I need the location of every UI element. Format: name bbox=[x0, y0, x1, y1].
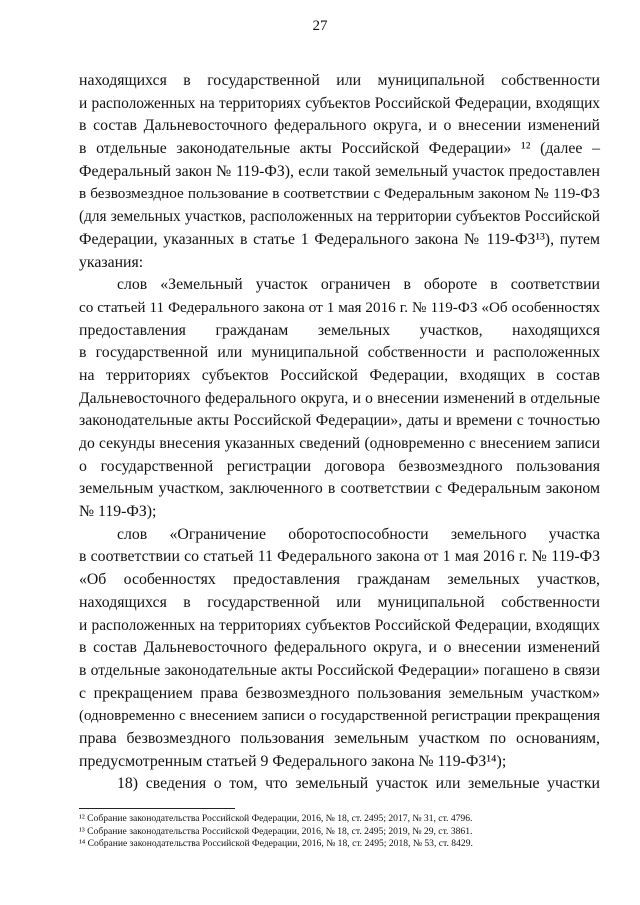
text-line: в безвозмездное пользование в соответствии с Федеральным законом № 119-ФЗ bbox=[79, 185, 600, 203]
text-line: слов «Земельный участок ограничен в обороте в соответствии bbox=[117, 276, 600, 294]
footnote: ¹³ Собрание законодательства Российской Федерации, 2016, № 18, ст. 2495; 2019, № 29, ст. 3861. bbox=[79, 825, 473, 837]
text-line: в состав Дальневосточного федерального округа, и о внесении изменений bbox=[79, 639, 600, 657]
text-line: слов «Ограничение оборотоспособности земельного участка bbox=[117, 525, 600, 543]
text-line: и расположенных на территориях субъектов Российской Федерации, входящих bbox=[79, 616, 600, 634]
text-line: Дальневосточного федерального округа, и о внесении изменений в отдельные bbox=[79, 389, 600, 407]
footnote: ¹⁴ Собрание законодательства Российской Федерации, 2016, № 18, ст. 2495; 2018, № 53, ст. 8429. bbox=[79, 838, 473, 849]
text-line: на территориях субъектов Российской Федерации, входящих в состав bbox=[79, 366, 600, 384]
text-line: о государственной регистрации договора безвозмездного пользования bbox=[79, 457, 600, 475]
text-line: земельным участком, заключенного в соответствии с Федеральным законом bbox=[79, 480, 600, 498]
text-line: указания: bbox=[79, 253, 144, 271]
text-line: в отдельные законодательные акты Российской Федерации» погашено в связи bbox=[79, 661, 600, 679]
text-line: (для земельных участков, расположенных на территории субъектов Российской bbox=[79, 208, 600, 226]
footnote: ¹² Собрание законодательства Российской Федерации, 2016, № 18, ст. 2495; 2017, № 31, ст. 4796. bbox=[79, 813, 473, 824]
body-text bbox=[79, 70, 600, 796]
text-line: с прекращением права безвозмездного пользования земельным участком» bbox=[79, 684, 600, 702]
text-line: «Об особенностях предоставления гражданам земельных участков, bbox=[79, 571, 600, 589]
text-line: в соответствии со статьей 11 Федерального закона от 1 мая 2016 г. № 119-ФЗ bbox=[79, 548, 600, 566]
text-line: находящихся в государственной или муниципальной собственности bbox=[79, 593, 600, 611]
text-line: предусмотренным статьей 9 Федерального закона № 119-ФЗ¹⁴); bbox=[79, 752, 507, 770]
footnotes bbox=[79, 813, 600, 851]
text-line: № 119-ФЗ); bbox=[79, 503, 157, 521]
page-number: 27 bbox=[312, 18, 328, 34]
text-line: Федеральный закон № 119-ФЗ), если такой земельный участок предоставлен bbox=[79, 162, 600, 180]
text-line: (одновременно с внесением записи о государственной регистрации прекращения bbox=[79, 708, 600, 725]
text-line: права безвозмездного пользования земельным участком по основаниям, bbox=[79, 729, 600, 747]
text-line: 18) сведения о том, что земельный участок или земельные участки bbox=[117, 775, 600, 793]
text-line: и расположенных на территориях субъектов Российской Федерации, входящих bbox=[79, 94, 600, 112]
text-line: в отдельные законодательные акты Российской Федерации» ¹² (далее – bbox=[79, 140, 600, 158]
text-line: предоставления гражданам земельных участков, находящихся bbox=[79, 321, 600, 339]
text-line: законодательные акты Российской Федерации», даты и времени с точностью bbox=[79, 412, 600, 430]
text-line: до секунды внесения указанных сведений (одновременно с внесением записи bbox=[79, 435, 600, 452]
text-line: в состав Дальневосточного федерального округа, и о внесении изменений bbox=[79, 117, 600, 135]
text-line: находящихся в государственной или муниципальной собственности bbox=[79, 72, 600, 89]
footnote-divider bbox=[79, 808, 235, 809]
text-line: в государственной или муниципальной собственности и расположенных bbox=[79, 344, 600, 362]
text-line: со статьей 11 Федерального закона от 1 мая 2016 г. № 119-ФЗ «Об особенностях bbox=[79, 298, 600, 316]
text-line: Федерации, указанных в статье 1 Федерального закона № 119-ФЗ¹³), путем bbox=[79, 230, 600, 248]
